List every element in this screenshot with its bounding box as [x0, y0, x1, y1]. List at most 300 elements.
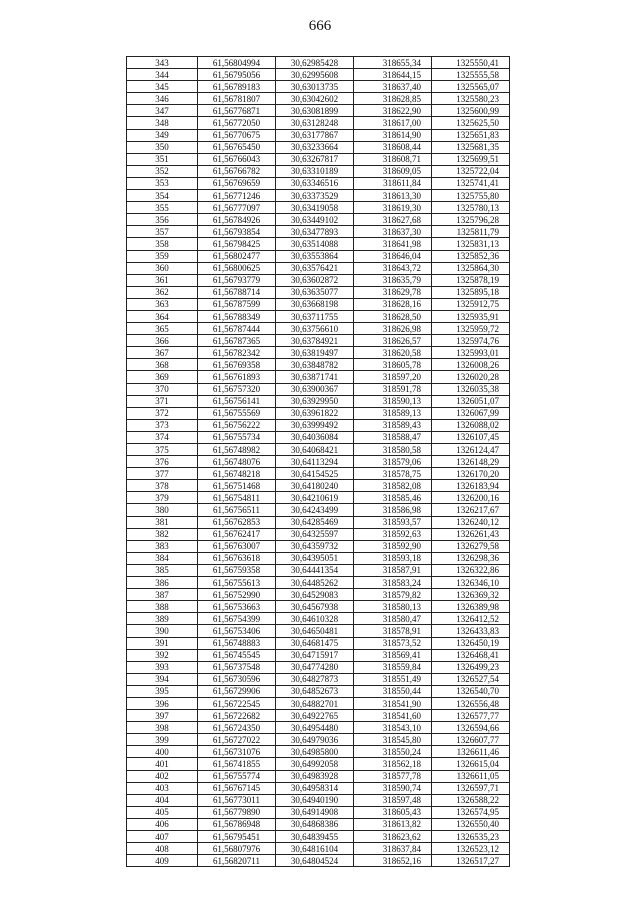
- y-coordinate-cell: 1326412,52: [432, 613, 510, 625]
- y-coordinate-cell: 1325780,13: [432, 202, 510, 214]
- longitude-cell: 30,64985800: [276, 746, 354, 758]
- table-row: [127, 226, 510, 238]
- latitude-cell: 61,56765450: [198, 141, 276, 153]
- longitude-cell: 30,64827873: [276, 673, 354, 685]
- y-coordinate-cell: 1325565,07: [432, 81, 510, 93]
- table-row: [127, 202, 510, 214]
- y-coordinate-cell: 1326107,45: [432, 431, 510, 443]
- x-coordinate-cell: 318583,24: [354, 577, 432, 589]
- latitude-cell: 61,56753406: [198, 625, 276, 637]
- point-number-cell: 366: [127, 335, 198, 347]
- y-coordinate-cell: 1326615,04: [432, 758, 510, 770]
- latitude-cell: 61,56755734: [198, 431, 276, 443]
- y-coordinate-cell: 1326607,77: [432, 734, 510, 746]
- x-coordinate-cell: 318593,57: [354, 516, 432, 528]
- x-coordinate-cell: 318589,43: [354, 419, 432, 431]
- latitude-cell: 61,56795451: [198, 831, 276, 843]
- table-row: [127, 129, 510, 141]
- table-row: [127, 637, 510, 649]
- latitude-cell: 61,56769659: [198, 177, 276, 189]
- point-number-cell: 379: [127, 492, 198, 504]
- table-row: [127, 806, 510, 818]
- x-coordinate-cell: 318609,05: [354, 165, 432, 177]
- point-number-cell: 380: [127, 504, 198, 516]
- longitude-cell: 30,64816104: [276, 843, 354, 855]
- longitude-cell: 30,64068421: [276, 444, 354, 456]
- point-number-cell: 355: [127, 202, 198, 214]
- longitude-cell: 30,64940190: [276, 794, 354, 806]
- y-coordinate-cell: 1326594,66: [432, 722, 510, 734]
- longitude-cell: 30,64395051: [276, 552, 354, 564]
- point-number-cell: 396: [127, 697, 198, 709]
- x-coordinate-cell: 318551,49: [354, 673, 432, 685]
- x-coordinate-cell: 318573,52: [354, 637, 432, 649]
- table-row: [127, 770, 510, 782]
- point-number-cell: 357: [127, 226, 198, 238]
- latitude-cell: 61,56793854: [198, 226, 276, 238]
- point-number-cell: 344: [127, 69, 198, 81]
- y-coordinate-cell: 1326535,23: [432, 831, 510, 843]
- y-coordinate-cell: 1325852,36: [432, 250, 510, 262]
- latitude-cell: 61,56748982: [198, 444, 276, 456]
- x-coordinate-cell: 318626,98: [354, 323, 432, 335]
- y-coordinate-cell: 1325625,50: [432, 117, 510, 129]
- table-row: [127, 625, 510, 637]
- x-coordinate-cell: 318608,71: [354, 153, 432, 165]
- table-row: [127, 190, 510, 202]
- x-coordinate-cell: 318617,00: [354, 117, 432, 129]
- longitude-cell: 30,63514088: [276, 238, 354, 250]
- longitude-cell: 30,63013735: [276, 81, 354, 93]
- x-coordinate-cell: 318580,58: [354, 444, 432, 456]
- latitude-cell: 61,56766782: [198, 165, 276, 177]
- table-row: [127, 456, 510, 468]
- latitude-cell: 61,56755774: [198, 770, 276, 782]
- x-coordinate-cell: 318589,13: [354, 407, 432, 419]
- x-coordinate-cell: 318637,40: [354, 81, 432, 93]
- x-coordinate-cell: 318559,84: [354, 661, 432, 673]
- table-row: [127, 589, 510, 601]
- y-coordinate-cell: 1325993,01: [432, 347, 510, 359]
- longitude-cell: 30,64774280: [276, 661, 354, 673]
- latitude-cell: 61,56779890: [198, 806, 276, 818]
- table-row: [127, 57, 510, 69]
- longitude-cell: 30,64567938: [276, 601, 354, 613]
- point-number-cell: 393: [127, 661, 198, 673]
- longitude-cell: 30,64983928: [276, 770, 354, 782]
- table-row: [127, 238, 510, 250]
- latitude-cell: 61,56731076: [198, 746, 276, 758]
- point-number-cell: 382: [127, 528, 198, 540]
- table-row: [127, 685, 510, 697]
- y-coordinate-cell: 1326322,86: [432, 564, 510, 576]
- longitude-cell: 30,63784921: [276, 335, 354, 347]
- y-coordinate-cell: 1326468,41: [432, 649, 510, 661]
- point-number-cell: 364: [127, 310, 198, 322]
- table-row: [127, 262, 510, 274]
- table-row: [127, 407, 510, 419]
- latitude-cell: 61,56729906: [198, 685, 276, 697]
- y-coordinate-cell: 1326611,46: [432, 746, 510, 758]
- x-coordinate-cell: 318585,46: [354, 492, 432, 504]
- point-number-cell: 372: [127, 407, 198, 419]
- y-coordinate-cell: 1326550,40: [432, 818, 510, 830]
- longitude-cell: 30,64958314: [276, 782, 354, 794]
- y-coordinate-cell: 1326433,83: [432, 625, 510, 637]
- longitude-cell: 30,63576421: [276, 262, 354, 274]
- y-coordinate-cell: 1326200,16: [432, 492, 510, 504]
- x-coordinate-cell: 318620,58: [354, 347, 432, 359]
- point-number-cell: 349: [127, 129, 198, 141]
- longitude-cell: 30,64922765: [276, 710, 354, 722]
- x-coordinate-cell: 318628,85: [354, 93, 432, 105]
- longitude-cell: 30,62985428: [276, 57, 354, 69]
- y-coordinate-cell: 1326389,98: [432, 601, 510, 613]
- longitude-cell: 30,62995608: [276, 69, 354, 81]
- y-coordinate-cell: 1326527,54: [432, 673, 510, 685]
- y-coordinate-cell: 1326124,47: [432, 444, 510, 456]
- y-coordinate-cell: 1325796,28: [432, 214, 510, 226]
- x-coordinate-cell: 318614,90: [354, 129, 432, 141]
- latitude-cell: 61,56787599: [198, 298, 276, 310]
- latitude-cell: 61,56802477: [198, 250, 276, 262]
- point-number-cell: 343: [127, 57, 198, 69]
- table-row: [127, 395, 510, 407]
- point-number-cell: 405: [127, 806, 198, 818]
- latitude-cell: 61,56757320: [198, 383, 276, 395]
- y-coordinate-cell: 1326035,38: [432, 383, 510, 395]
- y-coordinate-cell: 1326499,23: [432, 661, 510, 673]
- latitude-cell: 61,56748883: [198, 637, 276, 649]
- point-number-cell: 398: [127, 722, 198, 734]
- point-number-cell: 404: [127, 794, 198, 806]
- longitude-cell: 30,63900367: [276, 383, 354, 395]
- table-row: [127, 794, 510, 806]
- longitude-cell: 30,64804524: [276, 855, 354, 867]
- x-coordinate-cell: 318635,79: [354, 274, 432, 286]
- longitude-cell: 30,64036084: [276, 431, 354, 443]
- point-number-cell: 394: [127, 673, 198, 685]
- point-number-cell: 352: [127, 165, 198, 177]
- point-number-cell: 387: [127, 589, 198, 601]
- longitude-cell: 30,64650481: [276, 625, 354, 637]
- x-coordinate-cell: 318550,44: [354, 685, 432, 697]
- y-coordinate-cell: 1325935,91: [432, 310, 510, 322]
- longitude-cell: 30,63449102: [276, 214, 354, 226]
- point-number-cell: 385: [127, 564, 198, 576]
- point-number-cell: 386: [127, 577, 198, 589]
- latitude-cell: 61,56787444: [198, 323, 276, 335]
- point-number-cell: 360: [127, 262, 198, 274]
- point-number-cell: 375: [127, 444, 198, 456]
- coordinates-table: [126, 56, 510, 867]
- point-number-cell: 371: [127, 395, 198, 407]
- latitude-cell: 61,56820711: [198, 855, 276, 867]
- latitude-cell: 61,56784926: [198, 214, 276, 226]
- point-number-cell: 392: [127, 649, 198, 661]
- table-row: [127, 516, 510, 528]
- point-number-cell: 397: [127, 710, 198, 722]
- table-row: [127, 69, 510, 81]
- x-coordinate-cell: 318644,15: [354, 69, 432, 81]
- longitude-cell: 30,64154525: [276, 468, 354, 480]
- table-row: [127, 117, 510, 129]
- table-row: [127, 613, 510, 625]
- latitude-cell: 61,56755613: [198, 577, 276, 589]
- y-coordinate-cell: 1325651,83: [432, 129, 510, 141]
- latitude-cell: 61,56789183: [198, 81, 276, 93]
- x-coordinate-cell: 318597,48: [354, 794, 432, 806]
- longitude-cell: 30,64180240: [276, 480, 354, 492]
- y-coordinate-cell: 1326450,19: [432, 637, 510, 649]
- x-coordinate-cell: 318613,82: [354, 818, 432, 830]
- longitude-cell: 30,63553864: [276, 250, 354, 262]
- x-coordinate-cell: 318605,78: [354, 359, 432, 371]
- x-coordinate-cell: 318655,34: [354, 57, 432, 69]
- y-coordinate-cell: 1326067,99: [432, 407, 510, 419]
- longitude-cell: 30,64979036: [276, 734, 354, 746]
- y-coordinate-cell: 1325864,30: [432, 262, 510, 274]
- table-row: [127, 782, 510, 794]
- latitude-cell: 61,56748218: [198, 468, 276, 480]
- point-number-cell: 363: [127, 298, 198, 310]
- table-row: [127, 177, 510, 189]
- y-coordinate-cell: 1325974,76: [432, 335, 510, 347]
- point-number-cell: 406: [127, 818, 198, 830]
- x-coordinate-cell: 318579,82: [354, 589, 432, 601]
- point-number-cell: 367: [127, 347, 198, 359]
- latitude-cell: 61,56767145: [198, 782, 276, 794]
- x-coordinate-cell: 318590,13: [354, 395, 432, 407]
- x-coordinate-cell: 318613,30: [354, 190, 432, 202]
- table-row: [127, 298, 510, 310]
- table-row: [127, 419, 510, 431]
- longitude-cell: 30,63310189: [276, 165, 354, 177]
- point-number-cell: 399: [127, 734, 198, 746]
- y-coordinate-cell: 1325741,41: [432, 177, 510, 189]
- x-coordinate-cell: 318562,18: [354, 758, 432, 770]
- longitude-cell: 30,64359732: [276, 540, 354, 552]
- point-number-cell: 391: [127, 637, 198, 649]
- table-row: [127, 831, 510, 843]
- table-row: [127, 431, 510, 443]
- table-row: [127, 540, 510, 552]
- y-coordinate-cell: 1325959,72: [432, 323, 510, 335]
- x-coordinate-cell: 318623,62: [354, 831, 432, 843]
- latitude-cell: 61,56763618: [198, 552, 276, 564]
- x-coordinate-cell: 318586,98: [354, 504, 432, 516]
- point-number-cell: 350: [127, 141, 198, 153]
- longitude-cell: 30,63346516: [276, 177, 354, 189]
- table-row: [127, 577, 510, 589]
- point-number-cell: 358: [127, 238, 198, 250]
- longitude-cell: 30,63871741: [276, 371, 354, 383]
- longitude-cell: 30,63081899: [276, 105, 354, 117]
- x-coordinate-cell: 318652,16: [354, 855, 432, 867]
- latitude-cell: 61,56761893: [198, 371, 276, 383]
- table-row: [127, 165, 510, 177]
- point-number-cell: 362: [127, 286, 198, 298]
- point-number-cell: 354: [127, 190, 198, 202]
- table-row: [127, 347, 510, 359]
- y-coordinate-cell: 1326588,22: [432, 794, 510, 806]
- longitude-cell: 30,63756610: [276, 323, 354, 335]
- latitude-cell: 61,56756222: [198, 419, 276, 431]
- coordinates-table-body: [127, 57, 510, 867]
- y-coordinate-cell: 1326261,43: [432, 528, 510, 540]
- point-number-cell: 384: [127, 552, 198, 564]
- longitude-cell: 30,63668198: [276, 298, 354, 310]
- x-coordinate-cell: 318592,63: [354, 528, 432, 540]
- point-number-cell: 373: [127, 419, 198, 431]
- latitude-cell: 61,56745545: [198, 649, 276, 661]
- latitude-cell: 61,56754811: [198, 492, 276, 504]
- table-row: [127, 710, 510, 722]
- point-number-cell: 402: [127, 770, 198, 782]
- longitude-cell: 30,63848782: [276, 359, 354, 371]
- longitude-cell: 30,64485262: [276, 577, 354, 589]
- longitude-cell: 30,63961822: [276, 407, 354, 419]
- x-coordinate-cell: 318637,84: [354, 843, 432, 855]
- latitude-cell: 61,56759358: [198, 564, 276, 576]
- y-coordinate-cell: 1325722,04: [432, 165, 510, 177]
- latitude-cell: 61,56769358: [198, 359, 276, 371]
- x-coordinate-cell: 318580,13: [354, 601, 432, 613]
- x-coordinate-cell: 318578,91: [354, 625, 432, 637]
- longitude-cell: 30,63602872: [276, 274, 354, 286]
- longitude-cell: 30,63711755: [276, 310, 354, 322]
- longitude-cell: 30,64868386: [276, 818, 354, 830]
- latitude-cell: 61,56777097: [198, 202, 276, 214]
- latitude-cell: 61,56781807: [198, 93, 276, 105]
- latitude-cell: 61,56756511: [198, 504, 276, 516]
- longitude-cell: 30,64882701: [276, 697, 354, 709]
- table-row: [127, 141, 510, 153]
- x-coordinate-cell: 318611,84: [354, 177, 432, 189]
- table-row: [127, 855, 510, 867]
- table-row: [127, 843, 510, 855]
- longitude-cell: 30,64325597: [276, 528, 354, 540]
- point-number-cell: 383: [127, 540, 198, 552]
- x-coordinate-cell: 318588,47: [354, 431, 432, 443]
- point-number-cell: 377: [127, 468, 198, 480]
- latitude-cell: 61,56730596: [198, 673, 276, 685]
- x-coordinate-cell: 318545,80: [354, 734, 432, 746]
- latitude-cell: 61,56766043: [198, 153, 276, 165]
- latitude-cell: 61,56751468: [198, 480, 276, 492]
- x-coordinate-cell: 318597,20: [354, 371, 432, 383]
- table-row: [127, 492, 510, 504]
- point-number-cell: 388: [127, 601, 198, 613]
- latitude-cell: 61,56722682: [198, 710, 276, 722]
- table-row: [127, 250, 510, 262]
- longitude-cell: 30,63419058: [276, 202, 354, 214]
- table-row: [127, 371, 510, 383]
- table-row: [127, 286, 510, 298]
- y-coordinate-cell: 1326611,05: [432, 770, 510, 782]
- table-row: [127, 274, 510, 286]
- x-coordinate-cell: 318591,78: [354, 383, 432, 395]
- longitude-cell: 30,63373529: [276, 190, 354, 202]
- y-coordinate-cell: 1326051,07: [432, 395, 510, 407]
- latitude-cell: 61,56762417: [198, 528, 276, 540]
- point-number-cell: 403: [127, 782, 198, 794]
- table-row: [127, 552, 510, 564]
- latitude-cell: 61,56772050: [198, 117, 276, 129]
- y-coordinate-cell: 1326346,10: [432, 577, 510, 589]
- y-coordinate-cell: 1326540,70: [432, 685, 510, 697]
- longitude-cell: 30,64285469: [276, 516, 354, 528]
- latitude-cell: 61,56771246: [198, 190, 276, 202]
- table-row: [127, 601, 510, 613]
- longitude-cell: 30,63929950: [276, 395, 354, 407]
- point-number-cell: 368: [127, 359, 198, 371]
- x-coordinate-cell: 318637,30: [354, 226, 432, 238]
- point-number-cell: 374: [127, 431, 198, 443]
- point-number-cell: 370: [127, 383, 198, 395]
- y-coordinate-cell: 1326217,67: [432, 504, 510, 516]
- point-number-cell: 345: [127, 81, 198, 93]
- coordinates-table-container: [126, 56, 510, 867]
- x-coordinate-cell: 318628,16: [354, 298, 432, 310]
- table-row: [127, 746, 510, 758]
- y-coordinate-cell: 1325681,35: [432, 141, 510, 153]
- x-coordinate-cell: 318628,50: [354, 310, 432, 322]
- x-coordinate-cell: 318541,90: [354, 697, 432, 709]
- x-coordinate-cell: 318580,47: [354, 613, 432, 625]
- table-row: [127, 722, 510, 734]
- longitude-cell: 30,64715917: [276, 649, 354, 661]
- y-coordinate-cell: 1325895,18: [432, 286, 510, 298]
- point-number-cell: 359: [127, 250, 198, 262]
- x-coordinate-cell: 318569,41: [354, 649, 432, 661]
- y-coordinate-cell: 1325755,80: [432, 190, 510, 202]
- y-coordinate-cell: 1326279,58: [432, 540, 510, 552]
- point-number-cell: 409: [127, 855, 198, 867]
- longitude-cell: 30,63042602: [276, 93, 354, 105]
- y-coordinate-cell: 1326170,20: [432, 468, 510, 480]
- x-coordinate-cell: 318582,08: [354, 480, 432, 492]
- latitude-cell: 61,56755569: [198, 407, 276, 419]
- table-row: [127, 335, 510, 347]
- point-number-cell: 361: [127, 274, 198, 286]
- table-row: [127, 504, 510, 516]
- x-coordinate-cell: 318646,04: [354, 250, 432, 262]
- longitude-cell: 30,64852673: [276, 685, 354, 697]
- y-coordinate-cell: 1326556,48: [432, 697, 510, 709]
- point-number-cell: 365: [127, 323, 198, 335]
- table-row: [127, 468, 510, 480]
- table-row: [127, 214, 510, 226]
- longitude-cell: 30,64992058: [276, 758, 354, 770]
- longitude-cell: 30,63267817: [276, 153, 354, 165]
- y-coordinate-cell: 1326148,29: [432, 456, 510, 468]
- latitude-cell: 61,56786948: [198, 818, 276, 830]
- y-coordinate-cell: 1325878,19: [432, 274, 510, 286]
- latitude-cell: 61,56770675: [198, 129, 276, 141]
- table-row: [127, 661, 510, 673]
- table-row: [127, 81, 510, 93]
- x-coordinate-cell: 318641,98: [354, 238, 432, 250]
- y-coordinate-cell: 1325699,51: [432, 153, 510, 165]
- latitude-cell: 61,56800625: [198, 262, 276, 274]
- latitude-cell: 61,56788714: [198, 286, 276, 298]
- longitude-cell: 30,64839455: [276, 831, 354, 843]
- table-row: [127, 444, 510, 456]
- x-coordinate-cell: 318643,72: [354, 262, 432, 274]
- y-coordinate-cell: 1326597,71: [432, 782, 510, 794]
- longitude-cell: 30,63635077: [276, 286, 354, 298]
